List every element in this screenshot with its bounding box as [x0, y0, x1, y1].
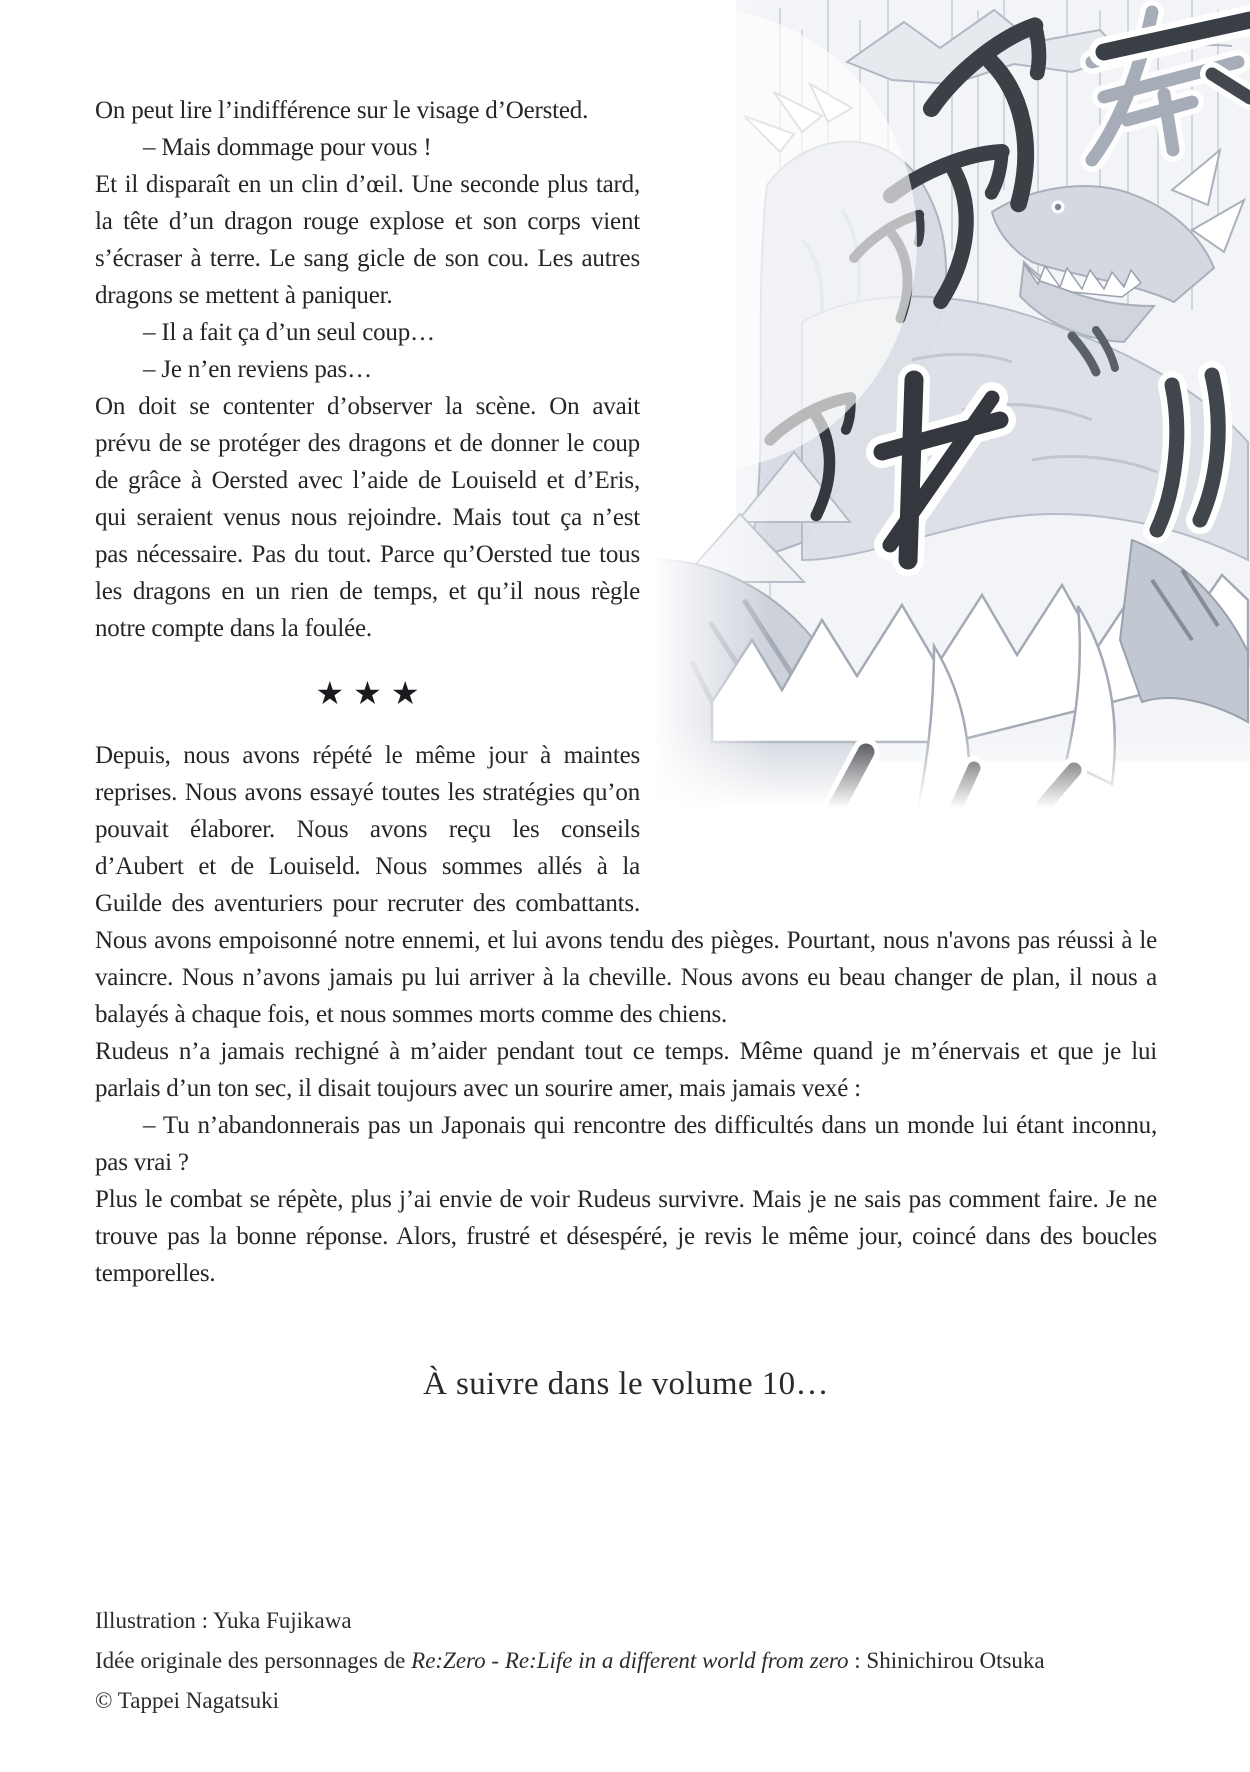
scene-break-stars: ★★★ [315, 675, 429, 711]
dialogue-dommage: – Mais dommage pour vous ! [143, 134, 432, 161]
paragraph-oersted-face: On peut lire l’indifférence sur le visage d’Oersted. [95, 97, 589, 124]
credits [95, 1601, 1045, 1721]
paragraph-combat: Plus le combat se répète, plus j’ai envie de voir Rudeus survivre. Mais je ne sais pas comment faire. Je ne trouve pas la bonne réponse. Alors, frustré et désespéré, je revis le même jour, coincé dans des boucles temporelles. [95, 1186, 1157, 1287]
dialogue-reviens-pas: – Je n’en reviens pas… [143, 356, 372, 383]
credit-suffix: : Shinichirou Otsuka [848, 1648, 1045, 1673]
continuation-note: À suivre dans le volume 10… [423, 1366, 829, 1402]
dialogue-japonais: – Tu n’abandonnerais pas un Japonais qui rencontre des difficultés dans un monde lui étant inconnu, pas vrai ? [95, 1112, 1157, 1176]
paragraph-rudeus: Rudeus n’a jamais rechigné à m’aider pendant tout ce temps. Même quand je m’énervais et que je lui parlais d’un ton sec, il disait toujours avec un sourire amer, mais jamais vexé : [95, 1038, 1157, 1102]
credit-line-copyright: © Tappei Nagatsuki [95, 1688, 280, 1713]
credit-work-title: Re:Zero - Re:Life in a different world from zero [411, 1648, 849, 1673]
paragraph-observer: On doit se contenter d’observer la scène. On avait prévu de se protéger des dragons et de donner le coup de grâce à Oersted avec l’aide de Louiseld et d’Eris, qui seraient venus nous rejoindre. Mais tout ça n’est pas nécessaire. Pas du tout. Parce qu’Oersted tue tous les dragons en un rien de temps, et qu’il nous règle notre compte dans la foulée. [95, 393, 640, 642]
credit-prefix: Idée originale des personnages de [95, 1648, 412, 1673]
dialogue-seul-coup: – Il a fait ça d’un seul coup… [143, 319, 435, 346]
paragraph-disparait: Et il disparaît en un clin d’œil. Une seconde plus tard, la tête d’un dragon rouge explose et son corps vient s’écraser à terre. Le sang gicle de son cou. Les autres dragons se mettent à paniquer. [95, 171, 640, 309]
credit-line-illustrator: Illustration : Yuka Fujikawa [95, 1608, 352, 1633]
credit-line-original-idea [95, 1641, 1045, 1681]
illustration-spacer [640, 92, 1157, 905]
paragraph-depuis: Depuis, nous avons répété le même jour à maintes reprises. Nous avons essayé toutes les stratégies qu’on pouvait élaborer. Nous avons reçu les conseils d’Aubert et de Louiseld. Nous sommes allés à la Guilde des aventuriers pour recruter des combattants. Nous avons empoisonné notre ennemi, et lui avons tendu des pièges. Pourtant, nous n'avons pas réussi à le vaincre. Nous n’avons jamais pu lui arriver à la cheville. Nous avons eu beau changer de plan, il nous a balayés à chaque fois, et nous sommes morts comme des chiens. [95, 742, 1157, 1028]
